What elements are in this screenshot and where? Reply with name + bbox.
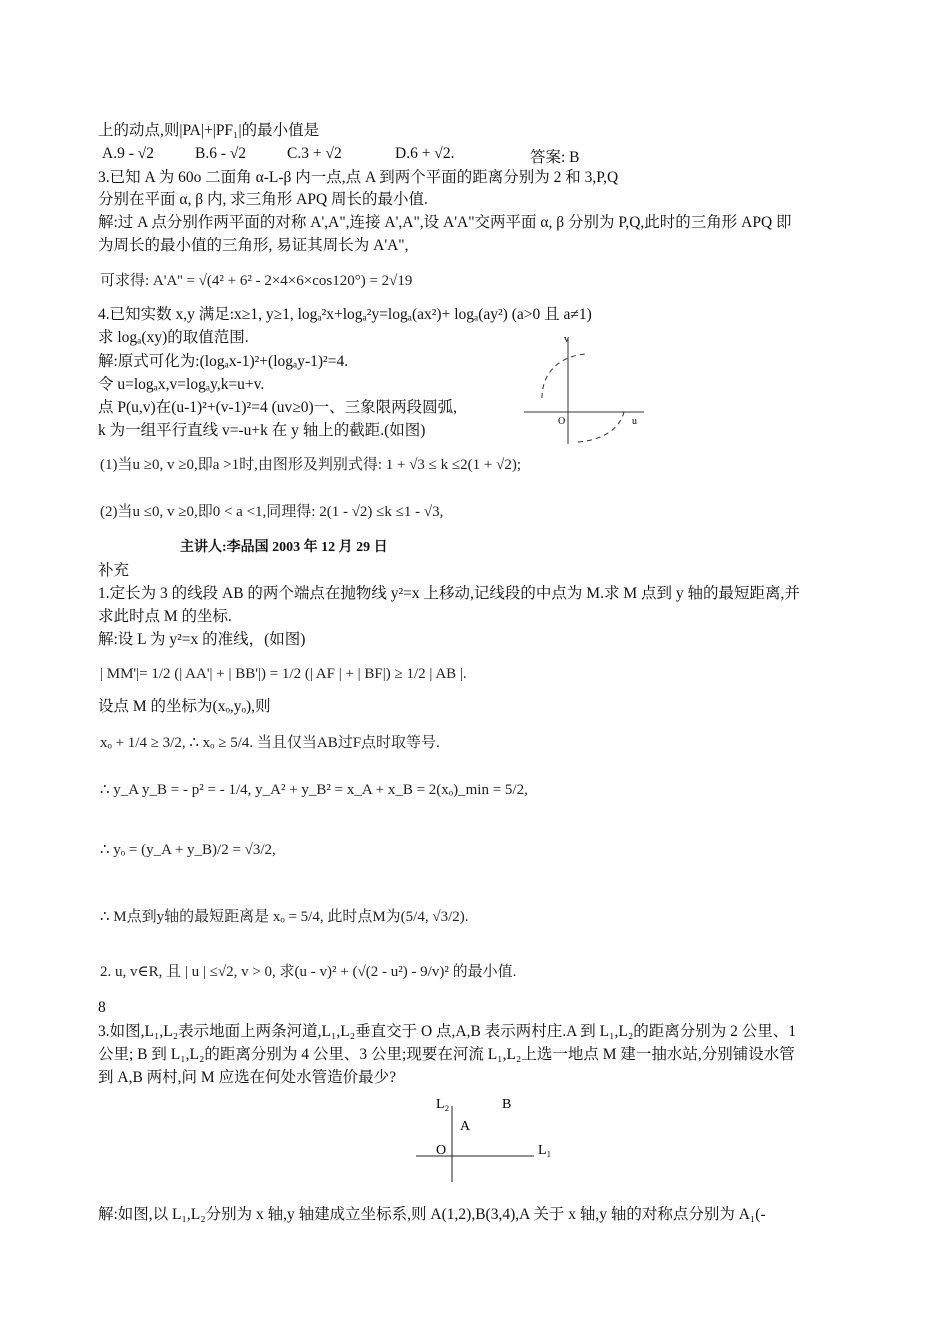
text-line: 设点 M 的坐标为(xₒ,yₒ),则 [98, 698, 271, 715]
village-a-label: A [460, 1119, 471, 1134]
river-figure [410, 1092, 570, 1184]
text-line: 求 logₐ(xy)的取值范围. [98, 329, 249, 346]
formula: 可求得: A'A'' = √(4² + 6² - 2×4×6×cos120°) = 2√19 [100, 273, 413, 289]
l1-label: L₁ [538, 1143, 552, 1158]
option-a: A.9 - √2 [102, 145, 154, 162]
text-line: 3.已知 A 为 60o 二面角 α-L-β 内一点,点 A 到两个平面的距离分别为 2 和 3,P,Q [98, 169, 619, 186]
text-line: k 为一组平行直线 v=-u+k 在 y 轴上的截距.(如图) [98, 422, 426, 439]
formula: (1)当u ≥0, v ≥0,即a >1时,由图形及判别式得: 1 + √3 ≤ k ≤2(1 + √2); [100, 457, 521, 473]
speaker-line: 主讲人:李品国 2003 年 12 月 29 日 [180, 540, 388, 555]
arc-figure [520, 332, 650, 450]
formula: ∴ y_A y_B = - p² = - 1/4, y_A² + y_B² = x_A + x_B = 2(xₒ)_min = 5/2, [100, 782, 528, 798]
arc-lower [578, 412, 624, 442]
option-b: B.6 - √2 [195, 145, 247, 162]
option-c: C.3 + √2 [287, 145, 342, 162]
text-line: 解:原式可化为:(logₐx-1)²+(logₐy-1)²=4. [98, 353, 349, 370]
text-line: 解:如图,以 L₁,L₂分别为 x 轴,y 轴建成立坐标系,则 A(1,2),B(3,4),A 关于 x 轴,y 轴的对称点分别为 A₁(- [98, 1206, 766, 1223]
formula: (2)当u ≤0, v ≥0,即0 < a <1,同理得: 2(1 - √2) ≤k ≤1 - √3, [100, 504, 444, 520]
u-label: u [632, 416, 637, 427]
formula: | MM'|= 1/2 (| AA'| + | BB'|) = 1/2 (| AF | + | BF|) ≥ 1/2 | AB |. [100, 666, 467, 682]
text-line: 为周长的最小值的三角形, 易证其周长为 A'A", [98, 237, 409, 254]
text-line: 分别在平面 α, β 内, 求三角形 APQ 周长的最小值. [98, 191, 428, 208]
text-line: 3.如图,L₁,L₂表示地面上两条河道,L₁,L₂垂直交于 O 点,A,B 表示两村庄.A 到 L₁,L₂的距离分别为 2 公里、1 [98, 1023, 797, 1040]
text-line: 到 A,B 两村,问 M 应选在何处水管造价最少? [98, 1069, 396, 1086]
origin-label: O [558, 416, 566, 427]
section-title: 补充 [98, 562, 130, 579]
text-line: 令 u=logₐx,v=logₐy,k=u+v. [98, 376, 265, 393]
v-label: v [564, 334, 569, 345]
formula: 2. u, v∈R, 且 | u | ≤√2, v > 0, 求(u - v)² + (√(2 - u²) - 9/v)² 的最小值. [100, 964, 517, 980]
formula: xₒ + 1/4 ≥ 3/2, ∴ xₒ ≥ 5/4. 当且仅当AB过F点时取等号. [100, 735, 440, 751]
text-line: 公里; B 到 L₁,L₂的距离分别为 4 公里、3 公里;现要在河流 L₁,L₂上选一地点 M 建一抽水站,分别铺设水管 [98, 1046, 795, 1063]
text-line: 1.定长为 3 的线段 AB 的两个端点在抛物线 y²=x 上移动,记线段的中点为 M.求 M 点到 y 轴的最短距离,并 [98, 585, 800, 602]
text-line: 解:设 L 为 y²=x 的准线，(如图) [98, 631, 306, 648]
text-line: 4.已知实数 x,y 满足:x≥1, y≥1, logₐ²x+logₐ²y=logₐ(ax²)+ logₐ(ay²) (a>0 且 a≠1) [98, 306, 592, 323]
formula: ∴ M点到y轴的最短距离是 xₒ = 5/4, 此时点M为(5/4, √3/2). [100, 909, 469, 925]
text-line: 求此时点 M 的坐标. [98, 608, 232, 625]
text-line: 上的动点,则|PA|+|PF₁|的最小值是 [98, 122, 320, 139]
answer-text: 答案: B [530, 149, 580, 166]
text-line: 解:过 A 点分别作两平面的对称 A',A",连接 A',A",设 A'A"交两平面 α, β 分别为 P,Q,此时的三角形 APQ 即 [98, 214, 792, 231]
answer-text: 8 [98, 999, 106, 1016]
formula: ∴ yₒ = (y_A + y_B)/2 = √3/2, [100, 842, 276, 858]
option-d: D.6 + √2. [395, 145, 455, 162]
arc-upper [542, 354, 586, 398]
village-b-label: B [502, 1097, 512, 1112]
l2-label: L₂ [436, 1097, 450, 1112]
text-line: 点 P(u,v)在(u-1)²+(v-1)²=4 (uv≥0)一、三象限两段圆弧, [98, 399, 458, 416]
origin-label: O [436, 1143, 447, 1158]
